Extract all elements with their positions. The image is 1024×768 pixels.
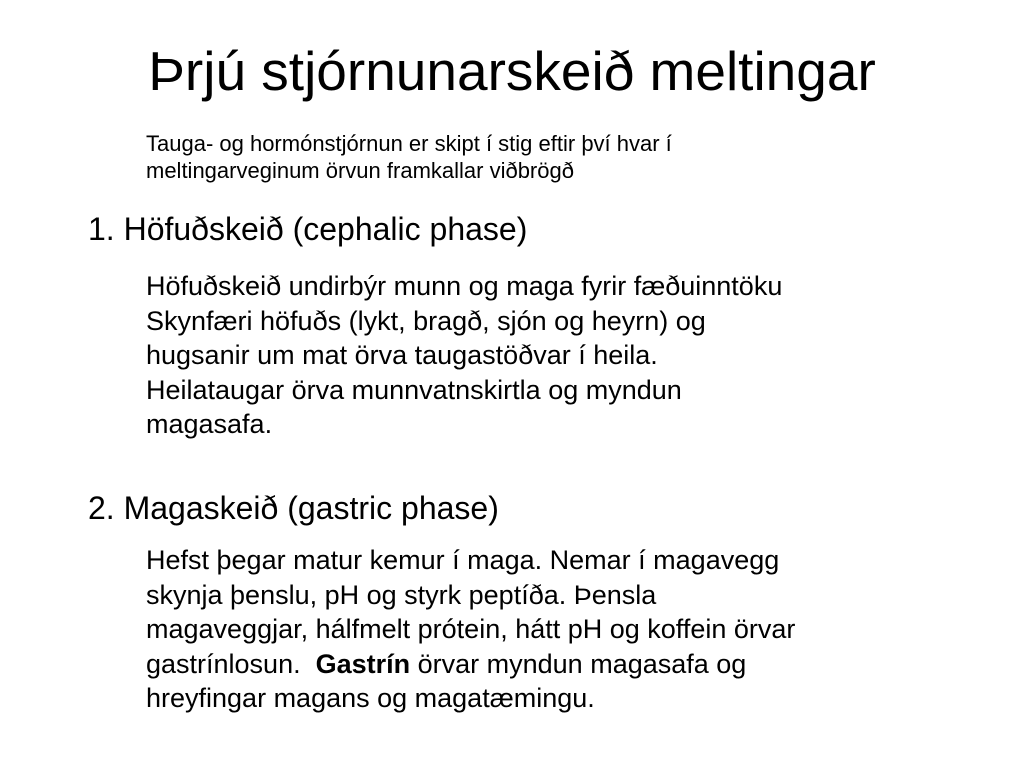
gastrin-bold-term: Gastrín <box>315 648 411 679</box>
intro-line-2: meltingarveginum örvun framkallar viðbrögð <box>146 158 574 183</box>
section-body-gastric <box>146 543 1006 716</box>
body-line: skynja þenslu, pH og styrk peptíða. Þensla <box>146 579 657 610</box>
intro-text <box>146 130 966 184</box>
body-line: hugsanir um mat örva taugastöðvar í heila. <box>146 340 658 370</box>
section-heading-cephalic: 1. Höfuðskeið (cephalic phase) <box>88 211 528 247</box>
body-line: magaveggjar, hálfmelt prótein, hátt pH og koffein örvar <box>146 614 796 644</box>
slide-title: Þrjú stjórnunarskeið meltingar <box>148 40 876 102</box>
body-line: Hefst þegar matur kemur í maga. Nemar í magavegg <box>146 545 780 575</box>
body-line: Heilataugar örva munnvatnskirtla og myndun <box>146 374 682 405</box>
body-line: magasafa. <box>146 409 273 439</box>
body-line: Höfuðskeið undirbýr munn og maga fyrir fæðuinntöku <box>146 271 783 301</box>
body-line: hreyfingar magans og magatæmingu. <box>146 683 595 713</box>
section-heading-gastric: 2. Magaskeið (gastric phase) <box>88 490 499 526</box>
intro-line-1: Tauga- og hormónstjórnun er skipt í stig eftir því hvar í <box>146 131 672 156</box>
body-line: Skynfæri höfuðs (lykt, bragð, sjón og heyrn) og <box>146 305 706 336</box>
body-text: gastrínlosun. <box>146 648 316 679</box>
body-line-gastrin <box>146 647 1006 682</box>
body-text: örvar myndun magasafa og <box>410 648 747 679</box>
section-body-cephalic <box>146 269 1006 442</box>
